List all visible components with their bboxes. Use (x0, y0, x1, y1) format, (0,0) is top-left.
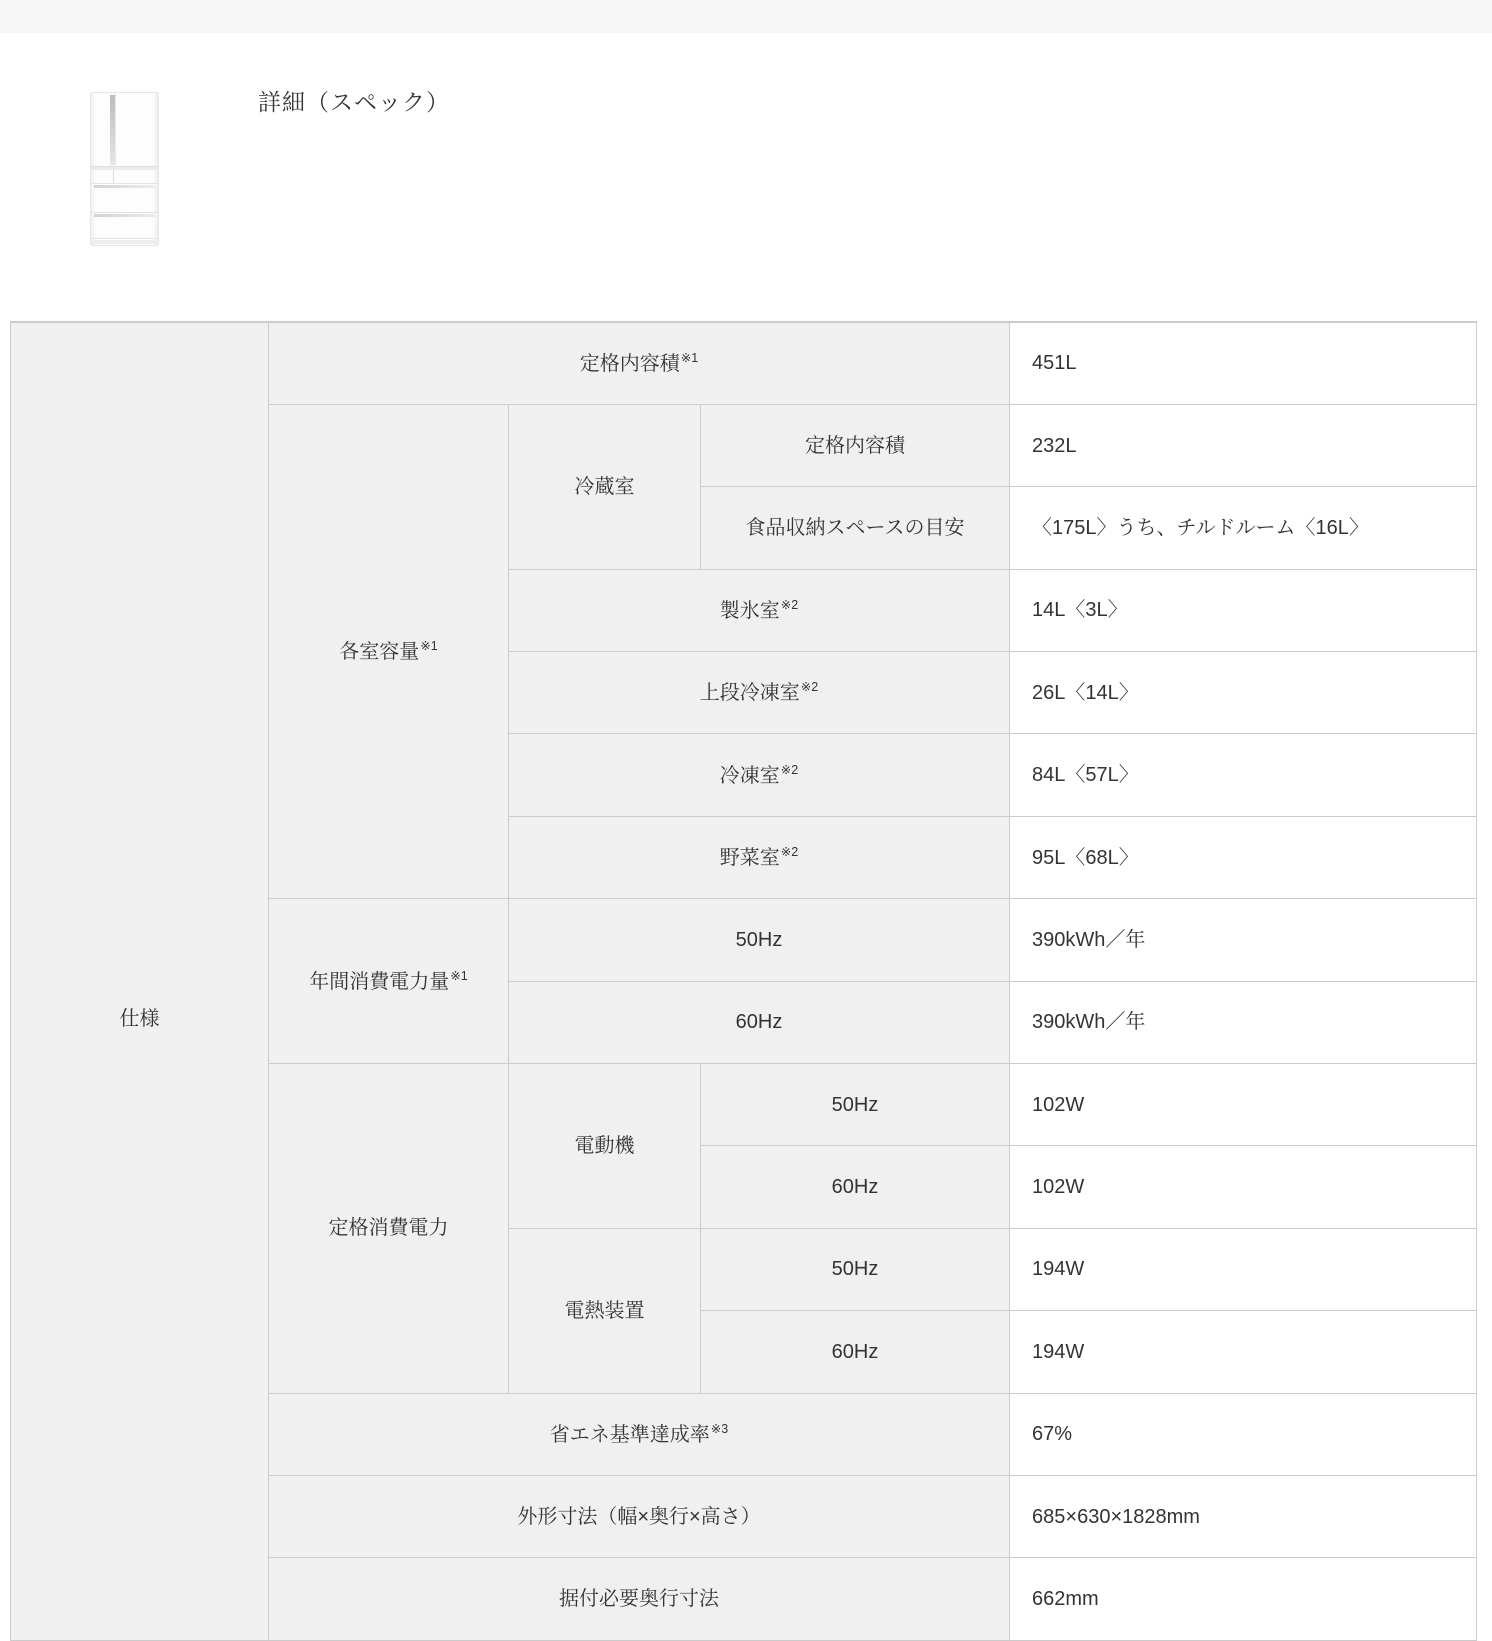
spec-value-freezer: 84L〈57L〉 (1010, 734, 1477, 816)
spec-label-food-storage-space: 食品収納スペースの目安 (701, 487, 1010, 569)
spec-value-external-dimensions: 685×630×1828mm (1010, 1475, 1477, 1557)
label-text: 年間消費電力量 (309, 970, 450, 993)
spec-label-ice-room (509, 569, 1010, 651)
footnote-marker: ※1 (680, 350, 699, 365)
spec-value-annual-power-60hz: 390kWh／年 (1010, 981, 1477, 1063)
spec-label-heater: 電熱装置 (509, 1228, 701, 1393)
label-text: 冷凍室 (719, 764, 780, 787)
spec-label-annual-power-50hz: 50Hz (509, 899, 1010, 981)
table-row (11, 322, 1477, 404)
spec-value-heater-60hz: 194W (1010, 1311, 1477, 1393)
label-text: 各室容量 (339, 641, 420, 664)
spec-label-rated-capacity (269, 322, 1010, 404)
spec-label-upper-freezer (509, 652, 1010, 734)
spec-value-heater-50hz: 194W (1010, 1228, 1477, 1310)
spec-label-vegetable-room (509, 816, 1010, 898)
spec-value-energy-saving-rate: 67% (1010, 1393, 1477, 1475)
label-text: 定格内容積 (579, 352, 680, 375)
spec-label-energy-saving-rate (269, 1393, 1010, 1475)
footnote-marker: ※3 (710, 1421, 729, 1436)
spec-label-fridge-room: 冷蔵室 (509, 404, 701, 569)
footnote-marker: ※1 (450, 968, 468, 983)
top-strip (0, 0, 1492, 33)
spec-value-motor-50hz: 102W (1010, 1064, 1477, 1146)
footnote-marker: ※1 (420, 639, 438, 654)
footnote-marker: ※2 (800, 680, 819, 695)
spec-label-heater-60hz: 60Hz (701, 1311, 1010, 1393)
spec-label-annual-power (269, 899, 509, 1064)
spec-value-installation-depth: 662mm (1010, 1558, 1477, 1640)
label-text: 上段冷凍室 (699, 682, 800, 705)
spec-value-food-storage-space: 〈175L〉うち、チルドルーム〈16L〉 (1010, 487, 1477, 569)
spec-value-motor-60hz: 102W (1010, 1146, 1477, 1228)
spec-label-heater-50hz: 50Hz (701, 1228, 1010, 1310)
spec-value-annual-power-50hz: 390kWh／年 (1010, 899, 1477, 981)
spec-label-rated-power: 定格消費電力 (269, 1064, 509, 1394)
spec-value-ice-room: 14L〈3L〉 (1010, 569, 1477, 651)
refrigerator-image (90, 92, 159, 248)
spec-label-annual-power-60hz: 60Hz (509, 981, 1010, 1063)
spec-table (10, 321, 1477, 1641)
page-title: 詳細（スペック） (258, 89, 450, 115)
footnote-marker: ※2 (780, 597, 799, 612)
spec-section-label: 仕様 (11, 322, 269, 1640)
spec-value-rated-capacity: 451L (1010, 322, 1477, 404)
spec-label-freezer (509, 734, 1010, 816)
label-text: 製氷室 (719, 599, 780, 622)
spec-label-compartment-capacity (269, 404, 509, 898)
spec-value-fridge-rated-capacity: 232L (1010, 404, 1477, 486)
spec-label-fridge-rated-capacity: 定格内容積 (701, 404, 1010, 486)
footnote-marker: ※2 (780, 762, 799, 777)
label-text: 省エネ基準達成率 (549, 1423, 710, 1446)
spec-value-vegetable-room: 95L〈68L〉 (1010, 816, 1477, 898)
spec-label-external-dimensions: 外形寸法（幅×奥行×高さ） (269, 1475, 1010, 1557)
product-thumbnail-refrigerator (90, 92, 159, 248)
spec-label-motor: 電動機 (509, 1064, 701, 1229)
footnote-marker: ※2 (780, 845, 799, 860)
spec-label-installation-depth: 据付必要奥行寸法 (269, 1558, 1010, 1640)
spec-label-motor-60hz: 60Hz (701, 1146, 1010, 1228)
label-text: 野菜室 (719, 847, 780, 870)
spec-value-upper-freezer: 26L〈14L〉 (1010, 652, 1477, 734)
spec-label-motor-50hz: 50Hz (701, 1064, 1010, 1146)
